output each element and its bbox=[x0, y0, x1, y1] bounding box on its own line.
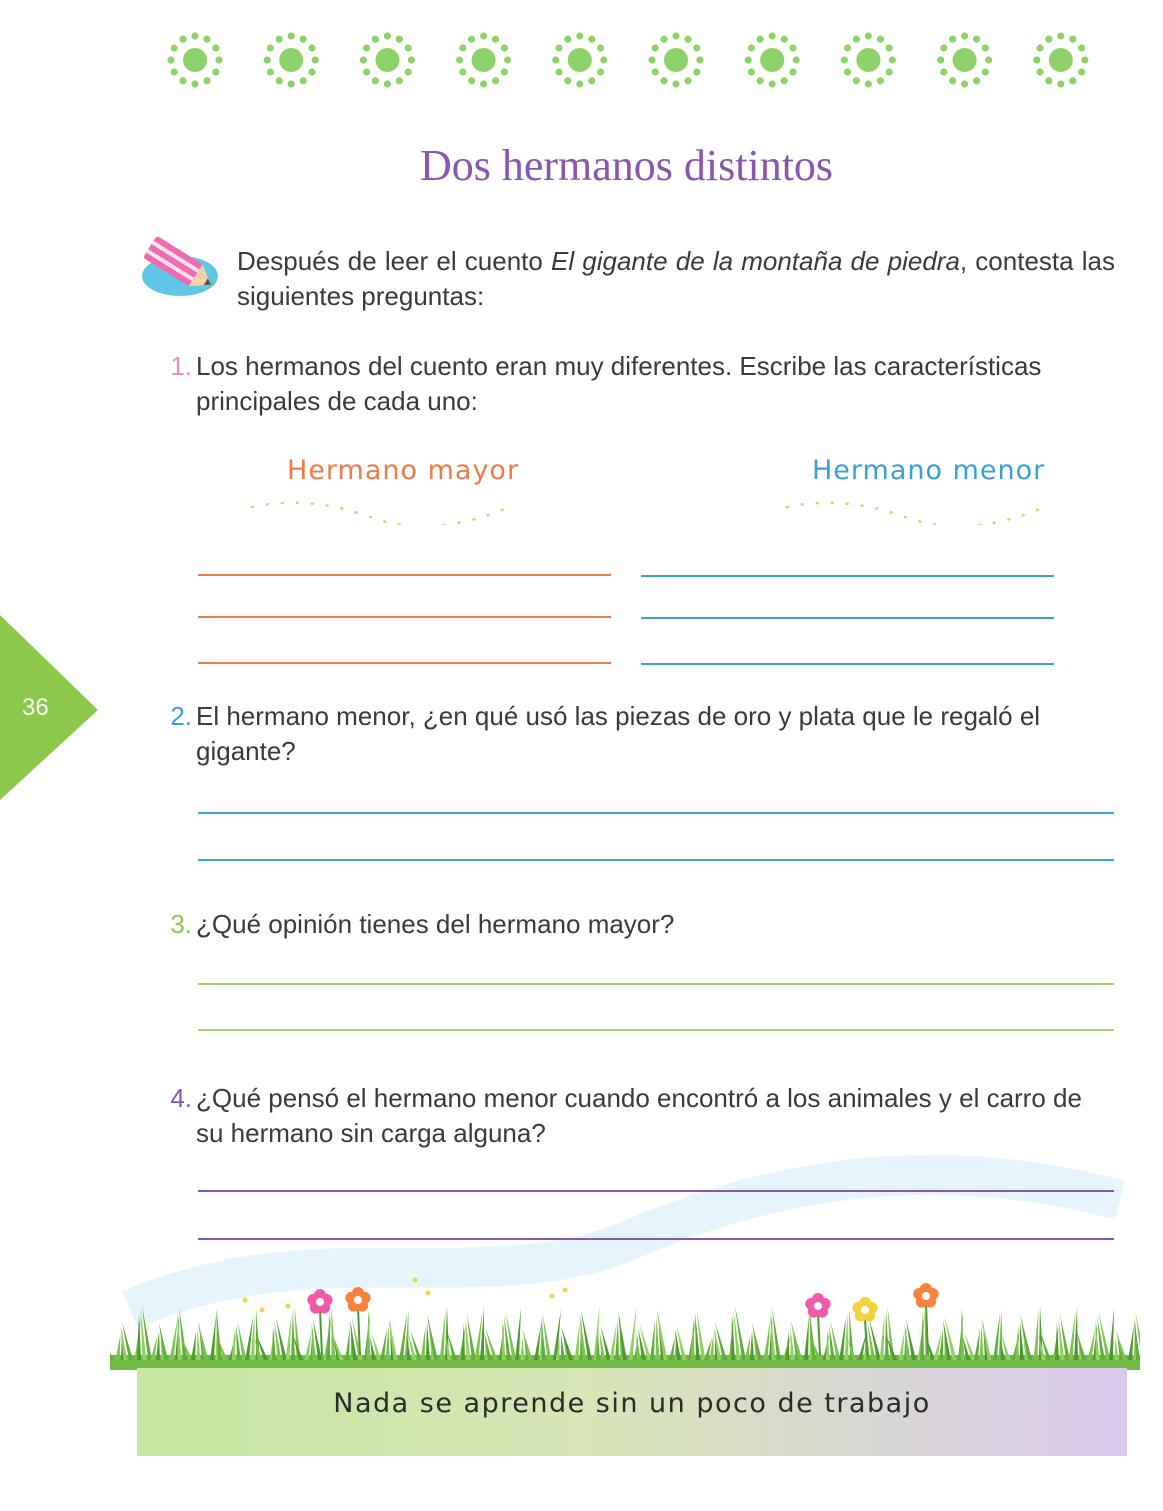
question-4-number: 4. bbox=[170, 1083, 192, 1113]
grass-blade bbox=[236, 1325, 241, 1360]
older-brother-heading: Hermano mayor bbox=[287, 455, 520, 486]
sparkle-dot bbox=[413, 1278, 418, 1283]
younger-brother-dots bbox=[785, 495, 1045, 525]
flower-icon bbox=[1033, 32, 1088, 87]
question-2-answer-line[interactable] bbox=[198, 812, 1114, 814]
grass-blade bbox=[1096, 1320, 1100, 1360]
sparkle-dot bbox=[550, 1294, 555, 1299]
grass-blade bbox=[232, 1329, 236, 1360]
page-number: 36 bbox=[22, 694, 49, 721]
pencil-icon bbox=[136, 228, 222, 304]
grass-blade bbox=[1015, 1326, 1019, 1360]
grass-blade bbox=[961, 1308, 965, 1360]
question-2-number: 2. bbox=[170, 701, 192, 731]
grass-blade bbox=[804, 1316, 809, 1360]
question-4-text: ¿Qué pensó el hermano menor cuando encontró a los animales y el carro de su hermano sin carga alguna? bbox=[196, 1083, 1082, 1148]
grass-blade bbox=[785, 1332, 789, 1360]
motto-text: Nada se aprende sin un poco de trabajo bbox=[333, 1388, 931, 1419]
flower-icon bbox=[552, 32, 607, 87]
instructions-text-start: Después de leer el cuento bbox=[237, 246, 551, 276]
flower-icon bbox=[456, 32, 511, 87]
older-brother-answer-line[interactable] bbox=[198, 662, 611, 664]
grass-blade bbox=[461, 1323, 465, 1360]
flower-icon bbox=[852, 1297, 877, 1355]
grass-blade bbox=[750, 1331, 754, 1360]
grass-blade bbox=[1034, 1310, 1039, 1360]
flower-icon bbox=[167, 32, 222, 87]
grass-blade bbox=[618, 1311, 627, 1360]
flower-icon bbox=[745, 32, 800, 87]
question-2-text: El hermano menor, ¿en qué usó las piezas de oro y plata que le regaló el gigante? bbox=[196, 701, 1041, 766]
older-brother-answer-line[interactable] bbox=[198, 574, 611, 576]
grass-blade bbox=[880, 1314, 885, 1360]
older-brother-dots bbox=[250, 495, 510, 525]
grass-blade bbox=[515, 1308, 521, 1360]
sparkle-dot bbox=[260, 1308, 265, 1313]
grass-blade bbox=[156, 1331, 160, 1360]
sparkle-dot bbox=[563, 1288, 568, 1293]
grass-blade bbox=[386, 1325, 390, 1360]
sparkle-dot bbox=[426, 1291, 431, 1296]
flower-icon bbox=[937, 32, 992, 87]
sparkle-dot bbox=[286, 1304, 291, 1309]
grass-blade bbox=[650, 1320, 655, 1360]
grass-blade bbox=[1128, 1325, 1134, 1360]
question-1-number: 1. bbox=[170, 351, 192, 381]
grass-blade bbox=[980, 1325, 984, 1360]
grass-blade bbox=[421, 1326, 426, 1360]
flower-icon bbox=[264, 32, 319, 87]
question-3-answer-line[interactable] bbox=[198, 983, 1114, 985]
grass-blade bbox=[440, 1310, 446, 1360]
flower-icon bbox=[360, 32, 415, 87]
grass-blade bbox=[389, 1317, 398, 1360]
instructions bbox=[237, 244, 1115, 314]
younger-brother-answer-line[interactable] bbox=[641, 575, 1054, 577]
page-title: Dos hermanos distintos bbox=[419, 141, 834, 190]
grass-blade bbox=[575, 1322, 580, 1360]
older-brother-answer-line[interactable] bbox=[198, 616, 611, 618]
flower-icon bbox=[841, 32, 896, 87]
question-3-answer-line[interactable] bbox=[198, 1029, 1114, 1031]
flower-border bbox=[150, 20, 1100, 100]
grass-blade bbox=[159, 1323, 168, 1360]
question-2-answer-line[interactable] bbox=[198, 859, 1114, 861]
grass-blade bbox=[137, 1314, 141, 1360]
grass-decoration bbox=[110, 1150, 1140, 1370]
grass-blade bbox=[845, 1313, 849, 1360]
story-title: El gigante de la montaña de piedra bbox=[551, 246, 960, 276]
grass-blade bbox=[367, 1308, 371, 1360]
grass-blade bbox=[691, 1317, 695, 1360]
grass-blade bbox=[178, 1311, 182, 1360]
sparkle-dot bbox=[243, 1298, 248, 1303]
younger-brother-heading: Hermano menor bbox=[812, 455, 1046, 486]
younger-brother-answer-line[interactable] bbox=[641, 617, 1054, 619]
grass-blade bbox=[521, 1337, 525, 1360]
page-tab bbox=[0, 615, 98, 800]
grass-blade bbox=[326, 1311, 330, 1360]
question-3-number: 3. bbox=[170, 909, 192, 939]
grass-blade bbox=[615, 1319, 619, 1360]
younger-brother-answer-line[interactable] bbox=[641, 663, 1054, 665]
instructions-text-end: , contesta las siguientes preguntas: bbox=[237, 246, 1115, 311]
question-1-text: Los hermanos del cuento eran muy diferentes. Escribe las características principales de cada uno: bbox=[196, 351, 1042, 416]
grass-blade bbox=[286, 1314, 292, 1360]
question-3-text: ¿Qué opinión tienes del hermano mayor? bbox=[196, 909, 675, 939]
flower-icon bbox=[648, 32, 703, 87]
grass-blade bbox=[920, 1311, 924, 1360]
grass-blade bbox=[629, 1307, 637, 1360]
grass-blade bbox=[1109, 1308, 1114, 1360]
grass-blade bbox=[210, 1316, 216, 1360]
